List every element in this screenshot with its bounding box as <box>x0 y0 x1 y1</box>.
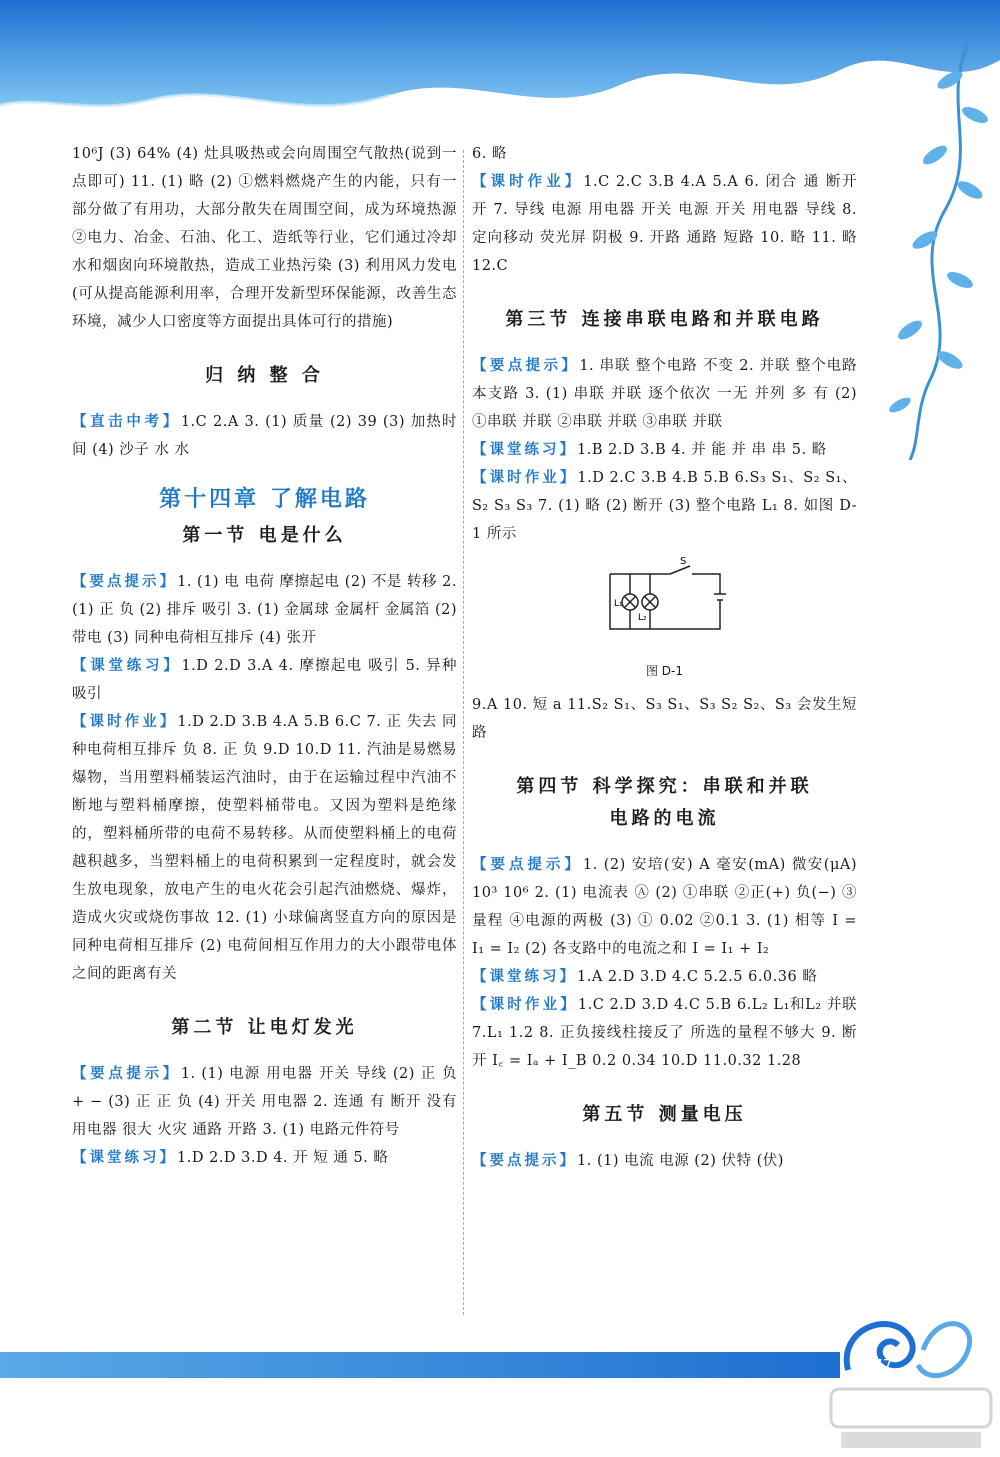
tag-label: 【课时作业】 <box>472 469 578 486</box>
circuit-diagram <box>590 554 740 649</box>
answer-paragraph <box>72 408 457 464</box>
section-title-guina: 归 纳 整 合 <box>205 365 324 386</box>
answer-text: 1. 串联 整个电路 不变 2. 并联 整个电路 本支路 3. (1) 串联 并联 逐个依次 一无 并列 多 有 (2) ①串联 并联 ②串联 并联 ③串联 并联 <box>472 358 858 430</box>
answer-paragraph <box>472 851 857 963</box>
tag-label: 【课时作业】 <box>472 173 584 190</box>
answer-block: 10⁶J (3) 64% (4) 灶具吸热或会向周围空气散热(说到一点即可) 11. (1) 略 (2) ①燃料燃烧产生的内能，只有一部分做了有用功，大部分散失在周围空间，成为环境热源 ②电力、冶金、石油、化工、造纸等行业，它们通过冷却水和烟囱向环境散热，造成工业热污染 (3) 利用风力发电 (可从提高能源利用率，合理开发新型环保能源，改善生态环境，减少人口密度等方面提出具体可行的措施) <box>72 146 457 330</box>
tag-label: 【课时作业】 <box>472 996 578 1013</box>
section-title: 第四节 科学探究：串联和并联 <box>516 776 813 797</box>
right-column <box>472 140 857 1175</box>
answer-text: 1.D 2.D 3.B 4.A 5.B 6.C 7. 正 失去 同种电荷相互排斥 负 8. 正 负 9.D 10.D 11. 汽油是易燃易爆物，当用塑料桶装运汽油时，由于在运输过程中汽油不断地与塑料桶摩擦，使塑料桶带电。又因为塑料是绝缘的，塑料桶所带的电荷不易转移。从而使塑料桶上的电荷越积越多，当塑料桶上的电荷积累到一定程度时，就会发生放电现象，放电产生的电火花会引起汽油燃烧、爆炸，造成火灾或烧伤事故 12. (1) 小球偏离竖直方向的原因是同种电荷相互排斥 (2) 电荷间相互作用力的大小跟带电体之间的距离有关 <box>72 714 458 982</box>
circuit-figure <box>472 554 857 685</box>
answer-text: 1.C 2.C 3.B 4.A 5.A 6. 闭合 通 断开 开 7. 导线 电源 用电器 开关 电源 开关 用电器 导线 8. 定向移动 荧光屏 阴极 9. 开路 通路 短路 10. 略 11. 略 12.C <box>472 174 858 274</box>
answer-text: 1.B 2.D 3.B 4. 并 能 并 串 串 5. 略 <box>577 442 827 458</box>
answer-paragraph <box>472 464 857 548</box>
tag-label: 【课时作业】 <box>72 713 178 730</box>
answer-block: 6. 略 <box>472 146 507 162</box>
answer-paragraph <box>72 568 457 652</box>
tag-label: 【要点提示】 <box>472 357 580 374</box>
answer-paragraph: 9.A 10. 短 a 11.S₂ S₁、S₃ S₁、S₃ S₂ S₂、S₃ 会发生短路 <box>472 697 857 741</box>
left-column <box>72 140 457 1172</box>
answer-paragraph <box>472 436 857 464</box>
answer-text: 1. (1) 电流 电源 (2) 伏特 (伏) <box>577 1153 784 1169</box>
chapter-title: 第十四章 了解电路 <box>159 487 370 512</box>
watermark-logo <box>826 1384 996 1454</box>
switch-label: S <box>679 556 686 567</box>
tag-label: 【课堂练习】 <box>472 441 577 458</box>
answer-paragraph <box>472 963 857 991</box>
answer-text: 1.D 2.C 3.B 4.B 5.B 6.S₃ S₁、S₂ S₁、S₂ S₃ S₃ 7. (1) 略 (2) 断开 (3) 整个电路 L₁ 8. 如图 D-1 所示 <box>472 470 858 542</box>
footer-bar <box>0 1352 840 1378</box>
answer-text: 1. (1) 电 电荷 摩擦起电 (2) 不是 转移 2. (1) 正 负 (2) 排斥 吸引 3. (1) 金属球 金属杆 金属箔 (2) 带电 (3) 同种电荷相互排斥 (4) 张开 <box>72 574 457 646</box>
answer-text: 1. (1) 电源 用电器 开关 导线 (2) 正 负 + − (3) 正 正 负 (4) 开关 用电器 2. 连通 有 断开 没有 用电器 很大 火灾 通路 开路 3. (1) 电路元件符号 <box>72 1066 458 1138</box>
tag-label: 【要点提示】 <box>72 573 178 590</box>
tag-label: 【要点提示】 <box>72 1065 181 1082</box>
answer-paragraph <box>472 168 857 280</box>
tag-label: 【课堂练习】 <box>72 657 182 674</box>
tag-label: 【直击中考】 <box>72 413 181 430</box>
section-title: 第二节 让电灯发光 <box>171 1017 358 1038</box>
section-title-line2: 电路的电流 <box>609 808 720 829</box>
answer-paragraph <box>472 352 857 436</box>
section-title: 第五节 测量电压 <box>582 1104 747 1125</box>
section-title: 第一节 电是什么 <box>182 525 347 546</box>
tag-label: 【课堂练习】 <box>472 968 577 985</box>
page-number: 177 <box>863 1356 893 1374</box>
answer-text: 1.D 2.D 3.D 4. 开 短 通 5. 略 <box>177 1150 389 1166</box>
answer-text: 1.D 2.D 3.A 4. 摩擦起电 吸引 5. 异种 吸引 <box>72 658 457 702</box>
answer-text: 1.A 2.D 3.D 4.C 5.2.5 6.0.36 略 <box>577 969 818 985</box>
answer-text: 1. (2) 安培(安) A 毫安(mA) 微安(μA) 10³ 10⁶ 2. (1) 电流表 Ⓐ (2) ①串联 ②正(+) 负(−) ③量程 ④电源的两极 (3) ① 0.02 ②0.1 3. (1) 相等 I = I₁ = I₂ (2) 各支路中的电流之和 I = I₁ + I₂ <box>472 857 857 957</box>
answer-paragraph <box>72 1060 457 1144</box>
tag-label: 【课堂练习】 <box>72 1149 177 1166</box>
answer-paragraph <box>72 652 457 708</box>
lamp-label-l1: L₁ <box>613 599 623 609</box>
vine-decoration <box>850 40 1000 460</box>
answer-paragraph <box>72 1144 457 1172</box>
answer-paragraph <box>472 1147 857 1175</box>
tag-label: 【要点提示】 <box>472 856 583 873</box>
answer-text: 1.C 2.D 3.D 4.C 5.B 6.L₂ L₁和L₂ 并联 7.L₁ 1.2 8. 正负接线柱接反了 所选的量程不够大 9. 断开 I꜀ = Iₐ + I_B 0.2 0.34 10.D 11.0.32 1.28 <box>472 997 858 1069</box>
tag-label: 【要点提示】 <box>472 1152 577 1169</box>
column-divider <box>463 150 464 1315</box>
answer-text: 1.C 2.A 3. (1) 质量 (2) 39 (3) 加热时间 (4) 沙子 水 水 <box>72 414 457 458</box>
answer-paragraph <box>472 991 857 1075</box>
section-title: 第三节 连接串联电路和并联电路 <box>505 309 824 330</box>
lamp-label-l2: L₂ <box>637 613 647 623</box>
answer-paragraph <box>72 708 457 988</box>
figure-caption: 图 D-1 <box>645 664 684 678</box>
